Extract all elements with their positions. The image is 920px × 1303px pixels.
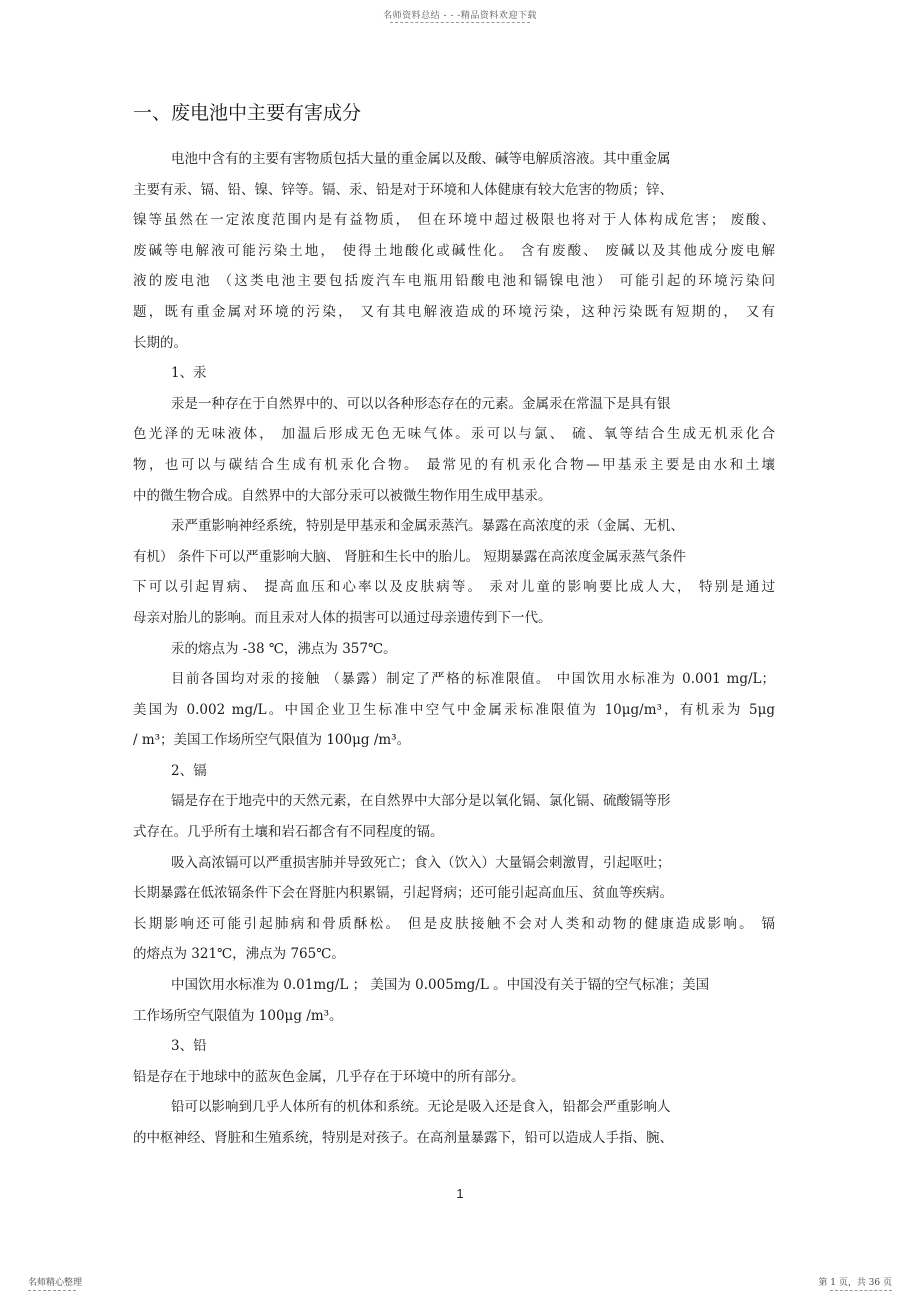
body-text-line: 3、铅 (171, 1038, 207, 1055)
page-header: 名师资料总结 - - -精品资料欢迎下载 (383, 11, 537, 21)
body-text-line: 物，也可以与碳结合生成有机汞化合物。 最常见的有机汞化合物—甲基汞主要是由水和土壤 (133, 456, 775, 473)
page-number: 1 (456, 1186, 464, 1201)
body-text-line: 镍等虽然在一定浓度范围内是有益物质， 但在环境中超过极限也将对于人体构成危害； 废酸、 (133, 212, 775, 229)
body-text-line: 母亲对胎儿的影响。而且汞对人体的损害可以通过母亲遗传到下一代。 (133, 609, 552, 626)
body-text-line: 题，既有重金属对环境的污染， 又有其电解液造成的环境污染，这种污染既有短期的， 又有 (133, 303, 775, 320)
body-text-line: 2、镉 (171, 762, 207, 779)
body-text-line: 的熔点为 321℃，沸点为 765℃。 (133, 946, 345, 963)
document-body (133, 144, 775, 1154)
body-text-line: 中国饮用水标准为 0.01mg/L ； 美国为 0.005mg/L 。中国没有关于镉的空气标准；美国 (171, 977, 710, 994)
body-text-line: 铅是存在于地球中的蓝灰色金属，几乎存在于环境中的所有部分。 (133, 1068, 525, 1085)
body-text-line: 废碱等电解液可能污染土地， 使得土地酸化或碱性化。 含有废酸、 废碱以及其他成分废电解 (133, 242, 775, 259)
body-text-line: 1、汞 (171, 365, 207, 382)
body-text-line: 汞严重影响神经系统，特别是甲基汞和金属汞蒸汽。暴露在高浓度的汞（金属、无机、 (171, 518, 684, 535)
body-text-line: 液的废电池 （这类电池主要包括废汽车电瓶用铅酸电池和镉镍电池） 可能引起的环境污染问 (133, 273, 775, 290)
section-title: 一、废电池中主要有害成分 (133, 102, 362, 124)
body-text-line: 长期影响还可能引起肺病和骨质酥松。 但是皮肤接触不会对人类和动物的健康造成影响。 镉 (133, 915, 775, 932)
body-text-line: 有机） 条件下可以严重影响大脑、 肾脏和生长中的胎儿。 短期暴露在高浓度金属汞蒸气条件 (133, 548, 686, 565)
body-text-line: 吸入高浓镉可以严重损害肺并导致死亡；食入（饮入）大量镉会刺激胃，引起呕吐； (171, 854, 671, 871)
body-text-line: 长期暴露在低浓镉条件下会在肾脏内积累镉，引起肾病；还可能引起高血压、贫血等疾病。 (133, 885, 673, 902)
body-text-line: 目前各国均对汞的接触 （暴露）制定了严格的标准限值。 中国饮用水标准为 0.001 mg/L； (171, 671, 775, 688)
body-text-line: 铅可以影响到几乎人体所有的机体和系统。无论是吸入还是食入，铅都会严重影响人 (171, 1099, 671, 1116)
body-text-line: 美国为 0.002 mg/L。中国企业卫生标准中空气中金属汞标准限值为 10μg/m³，有机汞为 5μg (133, 701, 775, 718)
footer-page-count: 第 1 页，共 36 页 (818, 1278, 892, 1288)
body-text-line: 色光泽的无味液体， 加温后形成无色无味气体。汞可以与氯、 硫、氧等结合生成无机汞化合 (133, 426, 775, 443)
body-text-line: 主要有汞、镉、铅、镍、锌等。镉、汞、铅是对于环境和人体健康有较大危害的物质；锌、 (133, 181, 673, 198)
body-text-line: 式存在。几乎所有土壤和岩石都含有不同程度的镉。 (133, 824, 444, 841)
header-divider (390, 22, 530, 23)
body-text-line: 汞是一种存在于自然界中的、可以以各种形态存在的元素。金属汞在常温下是具有银 (171, 395, 671, 412)
body-text-line: / m³；美国工作场所空气限值为 100μg /m³。 (133, 732, 411, 749)
body-text-line: 长期的。 (133, 334, 187, 351)
footer-left-divider (28, 1290, 76, 1291)
body-text-line: 的中枢神经、肾脏和生殖系统，特别是对孩子。在高剂量暴露下，铅可以造成人手指、腕、 (133, 1130, 673, 1146)
footer-right-divider (830, 1290, 892, 1291)
body-text-line: 下可以引起胃病、 提高血压和心率以及皮肤病等。 汞对儿童的影响要比成人大， 特别是通过 (133, 579, 775, 596)
footer-left-text: 名师精心整理 (28, 1278, 83, 1288)
body-text-line: 镉是存在于地壳中的天然元素，在自然界中大部分是以氧化镉、氯化镉、硫酸镉等形 (171, 793, 671, 810)
body-text-line: 工作场所空气限值为 100μg /m³。 (133, 1007, 343, 1024)
body-text-line: 中的微生物合成。自然界中的大部分汞可以被微生物作用生成甲基汞。 (133, 487, 552, 504)
body-text-line: 汞的熔点为 -38 ℃，沸点为 357℃。 (171, 640, 397, 657)
body-text-line: 电池中含有的主要有害物质包括大量的重金属以及酸、碱等电解质溶液。其中重金属 (171, 151, 671, 167)
